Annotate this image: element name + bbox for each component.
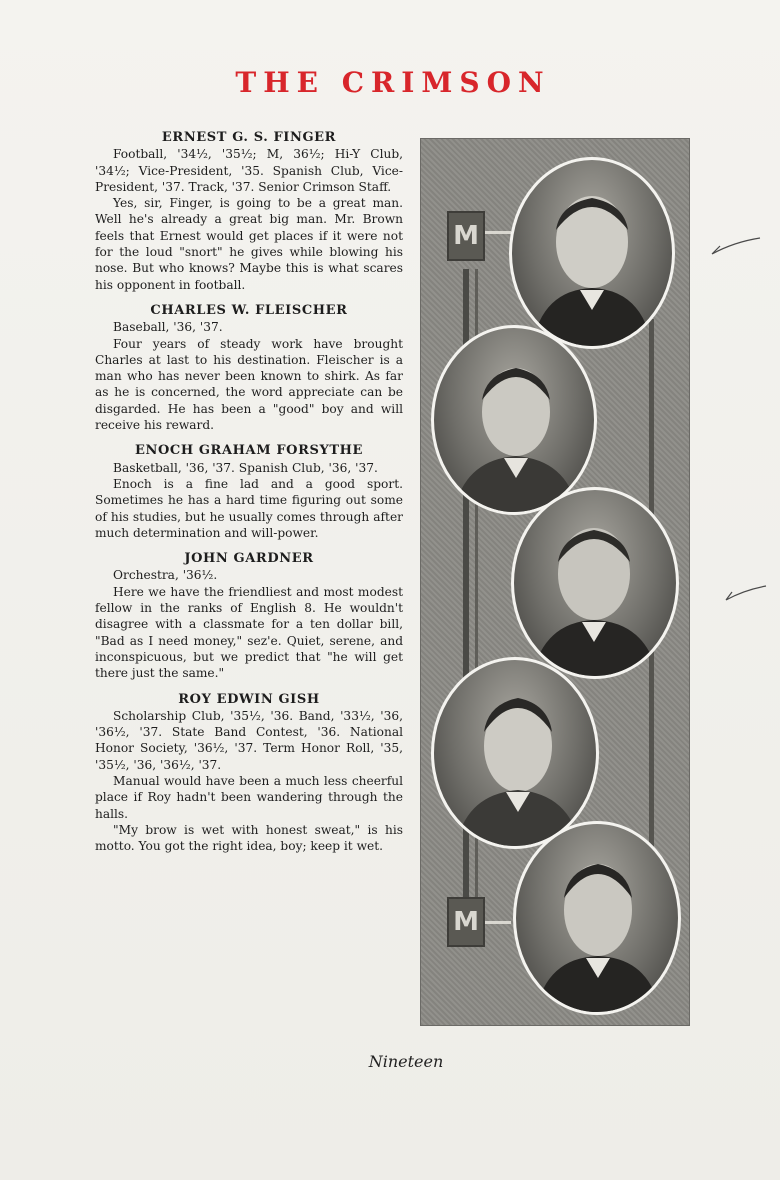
- m-letter-badge: M: [447, 211, 485, 261]
- text-column: [95, 130, 403, 864]
- entry-paragraph: Four years of steady work have brought Charles at last to his destination. Fleischer is a man who has never been known to shirk. As far as he is concerned, the word appreciate can be disgarded. He has been a "good" boy and will receive his reward.: [95, 336, 403, 433]
- panel-stripe: [485, 921, 511, 924]
- photo-panel: [420, 138, 690, 1026]
- portrait-photo: [509, 157, 675, 349]
- entry-finger: [95, 130, 403, 293]
- page-number: Nineteen: [368, 1052, 444, 1071]
- portrait-photo: [431, 325, 597, 515]
- entry-forsythe: [95, 443, 403, 541]
- pencil-tick-mark: [708, 232, 764, 260]
- entry-activities: Orchestra, '36½.: [113, 568, 218, 583]
- entry-gardner: [95, 551, 403, 681]
- m-letter-badge: M: [447, 897, 485, 947]
- entry-activities: Baseball, '36, '37.: [113, 320, 223, 335]
- entry-fleischer: [95, 303, 403, 433]
- portrait-photo: [431, 657, 599, 849]
- entry-activities: Scholarship Club, '35½, '36. Band, '33½, '36, '36½, '37. State Band Contest, '36. National Honor Society, '36½, '37. Term Honor Roll, '35, '35½, '36, '36½, '37.: [95, 708, 403, 772]
- entry-activities: Football, '34½, '35½; M, 36½; Hi-Y Club, '34½; Vice-President, '35. Spanish Club, Vice-President, '37. Track, '37. Senior Crimson Staff.: [95, 147, 403, 194]
- entry-name: ROY EDWIN GISH: [178, 691, 320, 707]
- entry-paragraph: Enoch is a fine lad and a good sport. Sometimes he has a hard time figuring out some of his studies, but he usually comes through after much determination and will-power.: [95, 476, 403, 540]
- panel-stripe: [485, 231, 511, 234]
- entry-paragraph: Here we have the friendliest and most modest fellow in the ranks of English 8. He wouldn't disagree with a classmate for a ten dollar bill, "Bad as I need money," sez'e. Quiet, serene, and inconspicuous, but we predict that "he will get there just the same.": [95, 584, 403, 681]
- pencil-tick-mark: [722, 580, 770, 606]
- entry-gish: [95, 692, 403, 855]
- entry-name: ERNEST G. S. FINGER: [161, 130, 337, 145]
- entry-paragraph: Manual would have been a much less cheerful place if Roy hadn't been wandering through the halls.: [95, 773, 403, 821]
- entry-paragraph: Yes, sir, Finger, is going to be a great man. Well he's already a great big man. Mr. Brown feels that Ernest would get places if it were not for the loud "snort" he gives while blowing his nose. But who knows? Maybe this is what scares his opponent in football.: [95, 196, 403, 292]
- entry-name: CHARLES W. FLEISCHER: [150, 302, 348, 318]
- entry-name: ENOCH GRAHAM FORSYTHE: [134, 443, 364, 459]
- page-title: THE CRIMSON: [235, 66, 551, 99]
- portrait-photo: [511, 487, 679, 679]
- entry-name: JOHN GARDNER: [184, 551, 314, 567]
- entry-activities: Basketball, '36, '37. Spanish Club, '36, '37.: [113, 460, 378, 475]
- entry-paragraph: "My brow is wet with honest sweat," is his motto. You got the right idea, boy; keep it wet.: [95, 822, 403, 854]
- portrait-photo: [513, 821, 681, 1015]
